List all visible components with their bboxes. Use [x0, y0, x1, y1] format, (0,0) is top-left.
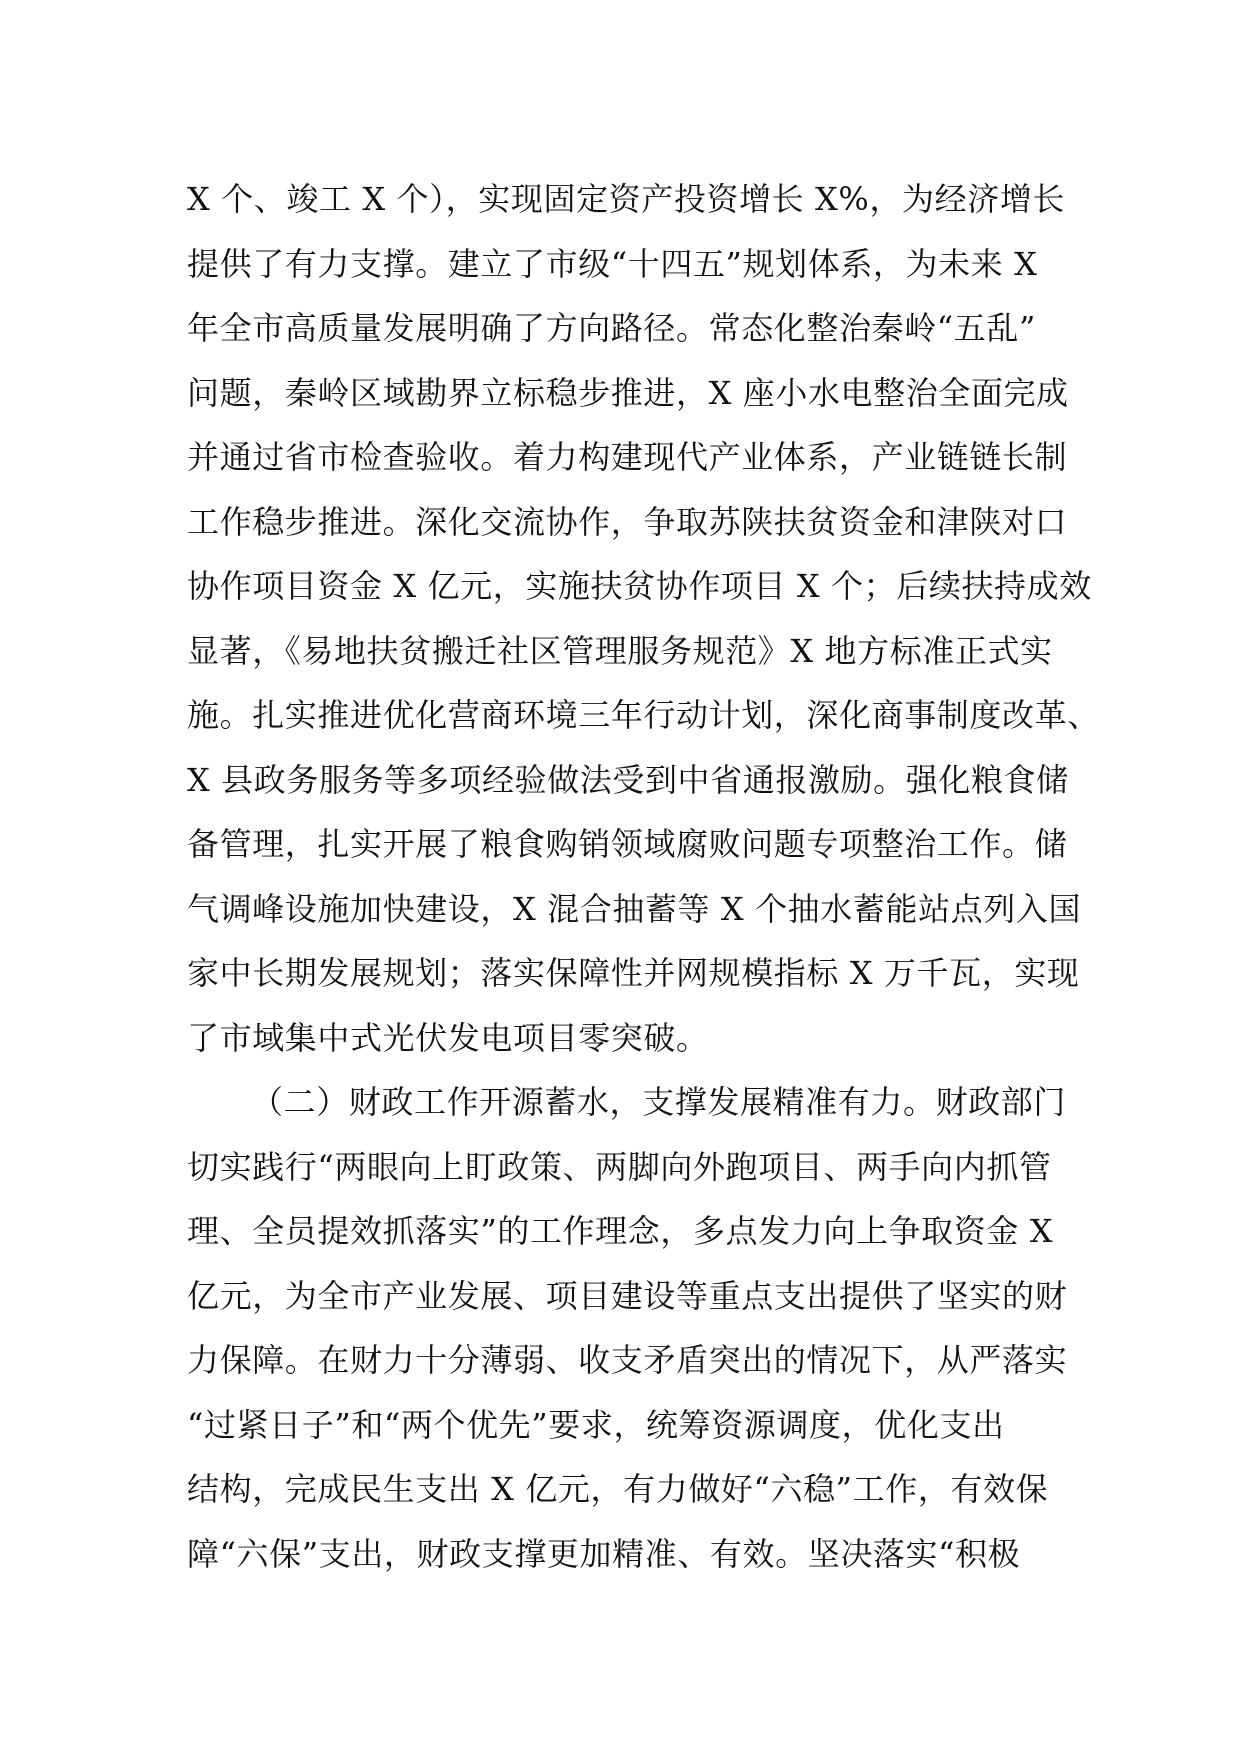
- text-line: 结构，完成民生支出 X 亿元，有力做好“六稳”工作，有效保: [187, 1470, 1049, 1508]
- text-line: 问题，秦岭区域勘界立标稳步推进，X 座小水电整治全面完成: [187, 373, 1069, 412]
- text-line: 显著，《易地扶贫搬迁社区管理服务规范》X 地方标准正式实: [187, 631, 1053, 670]
- text-line: “过紧日子”和“两个优先”要求，统筹资源调度，优化支出: [187, 1405, 1005, 1444]
- document-body-text: [187, 167, 1100, 1586]
- text-line: 施。扎实推进优化营商环境三年行动计划，深化商事制度改革、: [187, 696, 1100, 734]
- text-line: 亿元，为全市产业发展、项目建设等重点支出提供了坚实的财: [187, 1276, 1068, 1315]
- text-line: 备管理，扎实开展了粮食购销领域腐败问题专项整治工作。储: [187, 825, 1068, 863]
- text-line: 障“六保”支出，财政支撑更加精准、有效。坚决落实“积极: [187, 1534, 1021, 1573]
- text-line: 年全市高质量发展明确了方向路径。常态化整治秦岭“五乱”: [187, 309, 1036, 347]
- text-line: 并通过省市检查验收。着力构建现代产业体系，产业链链长制: [187, 438, 1068, 476]
- section-heading-line: （二）财政工作开源蓄水，支撑发展精准有力。财政部门: [251, 1083, 1067, 1121]
- text-line: X 个、竣工 X 个），实现固定资产投资增长 X%，为经济增长: [187, 180, 1066, 218]
- text-line: X 县政务服务等多项经验做法受到中省通报激励。强化粮食储: [187, 760, 1069, 799]
- text-line: 了市域集中式光伏发电项目零突破。: [187, 1018, 709, 1057]
- text-line: 气调峰设施加快建设，X 混合抽蓄等 X 个抽水蓄能站点列入国: [187, 889, 1082, 928]
- text-line: 家中长期发展规划；落实保障性并网规模指标 X 万千瓦，实现: [187, 954, 1080, 992]
- text-line: 工作稳步推进。深化交流协作，争取苏陕扶贫资金和津陕对口: [187, 502, 1068, 541]
- text-line: 理、全员提效抓落实”的工作理念，多点发力向上争取资金 X: [187, 1212, 1054, 1250]
- text-line: 切实践行“两眼向上盯政策、两脚向外跑项目、两手向内抓管: [187, 1147, 1052, 1186]
- text-line: 力保障。在财力十分薄弱、收支矛盾突出的情况下，从严落实: [187, 1341, 1068, 1379]
- text-line: 协作项目资金 X 亿元，实施扶贫协作项目 X 个；后续扶持成效: [187, 567, 1092, 605]
- text-line: 提供了有力支撑。建立了市级“十四五”规划体系，为未来 X: [187, 244, 1038, 283]
